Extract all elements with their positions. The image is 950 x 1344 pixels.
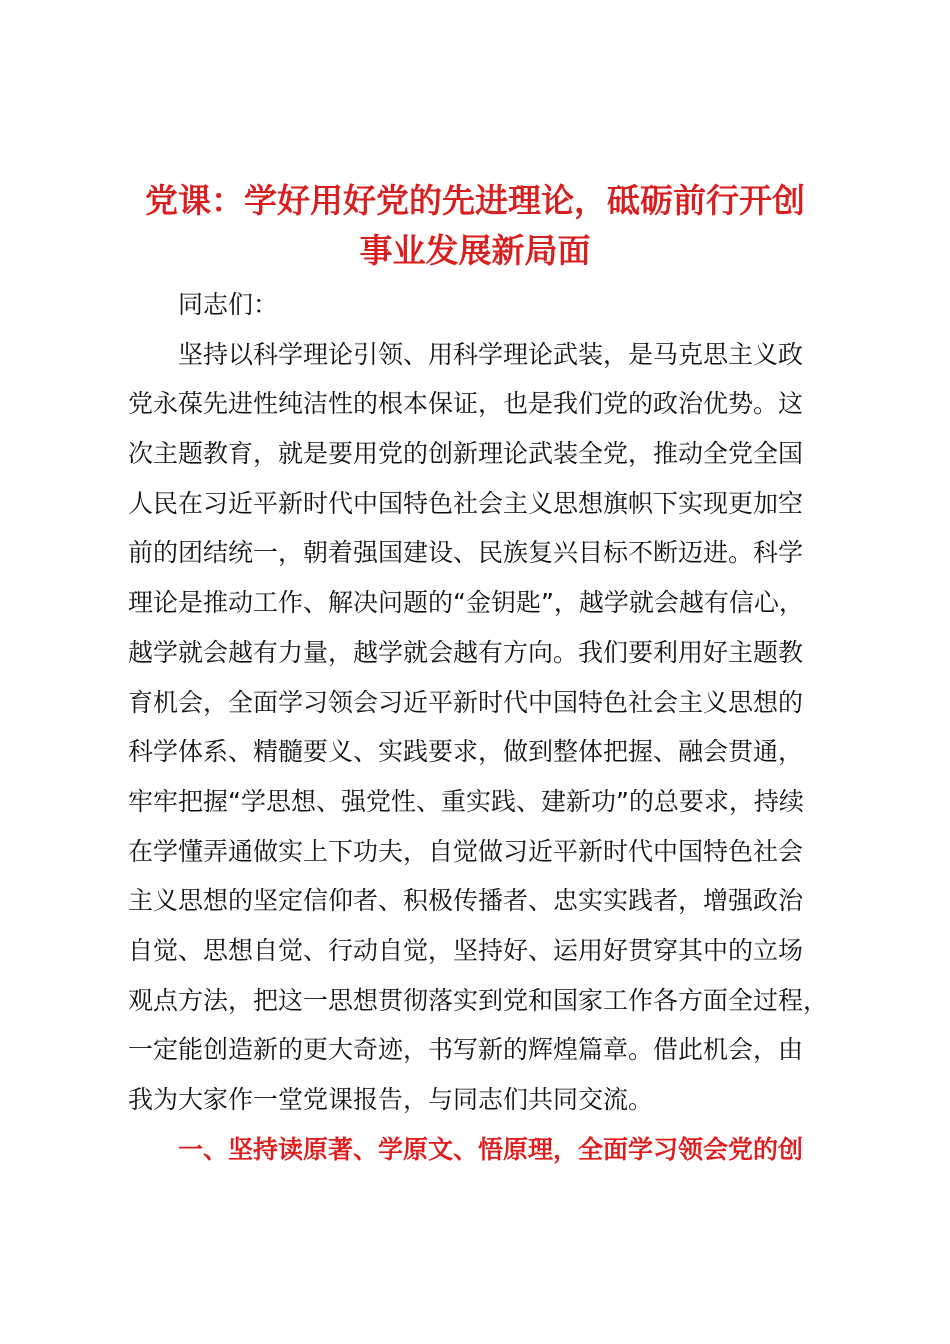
paragraph-line: 牢牢把握“学思想、强党性、重实践、建新功”的总要求，持续	[128, 786, 804, 816]
section-heading: 一、坚持读原著、学原文、悟原理，全面学习领会党的创	[178, 1134, 804, 1164]
paragraph-line: 科学体系、精髓要义、实践要求，做到整体把握、融会贯通，	[128, 737, 804, 767]
paragraph-line: 自觉、思想自觉、行动自觉，坚持好、运用好贯穿其中的立场	[128, 935, 804, 965]
paragraph-line: 理论是推动工作、解决问题的“金钥匙”，越学就会越有信心，	[128, 588, 804, 618]
document-body	[128, 280, 868, 1174]
paragraph-line: 坚持以科学理论引领、用科学理论武装，是马克思主义政	[178, 339, 804, 369]
paragraph-line: 主义思想的坚定信仰者、积极传播者、忠实实践者，增强政治	[128, 886, 804, 916]
paragraph-line: 党永葆先进性纯洁性的根本保证，也是我们党的政治优势。这	[128, 389, 804, 419]
paragraph-line: 在学懂弄通做实上下功夫，自觉做习近平新时代中国特色社会	[128, 836, 804, 866]
paragraph-line: 观点方法，把这一思想贯彻落实到党和国家工作各方面全过程，	[128, 985, 829, 1015]
paragraph-line: 一定能创造新的更大奇迹，书写新的辉煌篇章。借此机会，由	[128, 1035, 804, 1065]
paragraph-line: 人民在习近平新时代中国特色社会主义思想旗帜下实现更加空	[128, 488, 804, 518]
title-line-1: 党课：学好用好党的先进理论，砥砺前行开创	[145, 181, 805, 220]
intro-paragraph	[128, 330, 868, 1125]
document-title	[110, 176, 840, 276]
paragraph-line: 育机会，全面学习领会习近平新时代中国特色社会主义思想的	[128, 687, 804, 717]
paragraph-line: 越学就会越有力量，越学就会越有方向。我们要利用好主题教	[128, 637, 804, 667]
paragraph-line: 次主题教育，就是要用党的创新理论武装全党，推动全党全国	[128, 439, 804, 469]
greeting: 同志们：	[178, 290, 279, 319]
paragraph-line: 我为大家作一堂党课报告，与同志们共同交流。	[128, 1085, 654, 1114]
paragraph-line: 前的团结统一，朝着强国建设、民族复兴目标不断迈进。科学	[128, 538, 804, 568]
title-line-2: 事业发展新局面	[359, 231, 591, 270]
